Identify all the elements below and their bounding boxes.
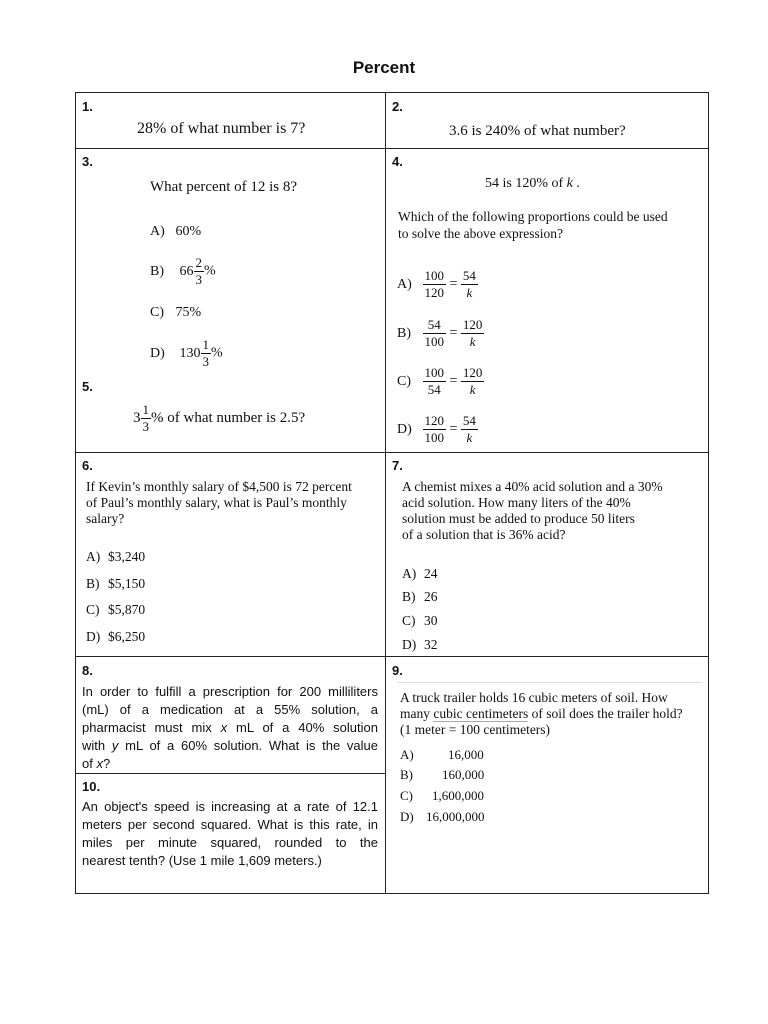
choice-a: A) $\frac{100}{120}$ = $\frac{54}{k}$	[397, 268, 476, 300]
choice-a: A) 60%	[150, 224, 202, 239]
choice-c: C) $5,870	[86, 602, 146, 617]
question-number: 3.	[82, 154, 93, 169]
question-text-line: If Kevin’s monthly salary of $4,500 is 72 percent	[86, 479, 352, 494]
question-text-line: pharmacist must mix x mL of a 40% solution	[82, 720, 378, 735]
question-text-line: of Paul’s monthly salary, what is Paul’s monthly	[86, 495, 347, 510]
choice-d: D) $6,250	[86, 629, 146, 644]
choice-d: D) $\frac{120}{100}$ = $\frac{54}{k}$	[397, 413, 476, 445]
choice-d: D) 130 $\frac{1}{3}$ %	[150, 337, 223, 369]
choice-a: A) $3,240	[86, 549, 146, 564]
question-number: 8.	[82, 663, 93, 678]
question-number: 6.	[82, 458, 93, 473]
question-text-line: (1 meter = 100 centimeters)	[400, 722, 551, 737]
page-title: Percent	[352, 58, 416, 77]
question-number: 5.	[82, 379, 93, 394]
choice-c: C) 1,600,000	[400, 788, 484, 803]
question-number: 10.	[82, 779, 101, 794]
question-number: 4.	[392, 154, 403, 169]
question-text-line: with y mL of a 60% solution. What is the value	[82, 738, 378, 753]
question-text-line: of x?	[82, 756, 111, 771]
choice-d: D) 16,000,000	[400, 809, 485, 824]
question-text: 28% of what number is 7?	[137, 120, 306, 137]
question-text-line: nearest tenth? (Use 1 mile 1,609 meters.)	[82, 853, 322, 868]
choice-d: D) 32	[402, 637, 438, 652]
choice-c: C) $\frac{100}{54}$ = $\frac{120}{k}$	[397, 365, 483, 397]
question-text-line: acid solution. How many liters of the 40%	[402, 495, 631, 510]
question-number: 2.	[392, 99, 403, 114]
question-number: 7.	[392, 458, 403, 473]
question-text-line: In order to fulfill a prescription for 200 milliliters	[82, 684, 378, 699]
choice-b: B) 160,000	[400, 767, 485, 782]
question-text-line: miles per minute squared, rounded to the	[82, 835, 378, 850]
question-text-line: solution must be added to produce 50 liters	[402, 511, 635, 526]
choice-b: B) $5,150	[86, 576, 146, 591]
question-text-line: to solve the above expression?	[398, 226, 563, 241]
choice-a: A) 24	[402, 566, 438, 581]
question-text-line: meters per second squared. What is this rate, in	[82, 817, 378, 832]
question-text-line: A truck trailer holds 16 cubic meters of soil. How	[400, 690, 668, 705]
question-text: 3.6 is 240% of what number?	[449, 123, 626, 139]
choice-a: A) 16,000	[400, 747, 484, 762]
question-heading: 54 is 120% of k .	[485, 176, 580, 191]
choice-c: C) 30	[402, 613, 438, 628]
question-text: 3 $\frac{1}{3}$ % of what number is 2.5?	[133, 402, 306, 434]
question-text: What percent of 12 is 8?	[150, 179, 298, 195]
choice-b: B) 26	[402, 589, 438, 604]
choice-b: B) 66 $\frac{2}{3}$ %	[150, 255, 216, 287]
question-text-line: (mL) of a medication at a 55% solution, a	[82, 702, 378, 717]
choice-c: C) 75%	[150, 305, 202, 320]
question-text-line: salary?	[86, 511, 125, 526]
question-text-line: Which of the following proportions could be used	[398, 209, 668, 224]
question-text-line: An object's speed is increasing at a rate of 12.1	[82, 799, 378, 814]
question-number: 9.	[392, 663, 403, 678]
question-text-line: of a solution that is 36% acid?	[402, 527, 566, 542]
question-text-line: A chemist mixes a 40% acid solution and a 30%	[402, 479, 663, 494]
question-text-line: many cubic centimeters of soil does the trailer hold?	[400, 706, 683, 721]
choice-b: B) $\frac{54}{100}$ = $\frac{120}{k}$	[397, 317, 483, 349]
question-number: 1.	[82, 99, 93, 114]
